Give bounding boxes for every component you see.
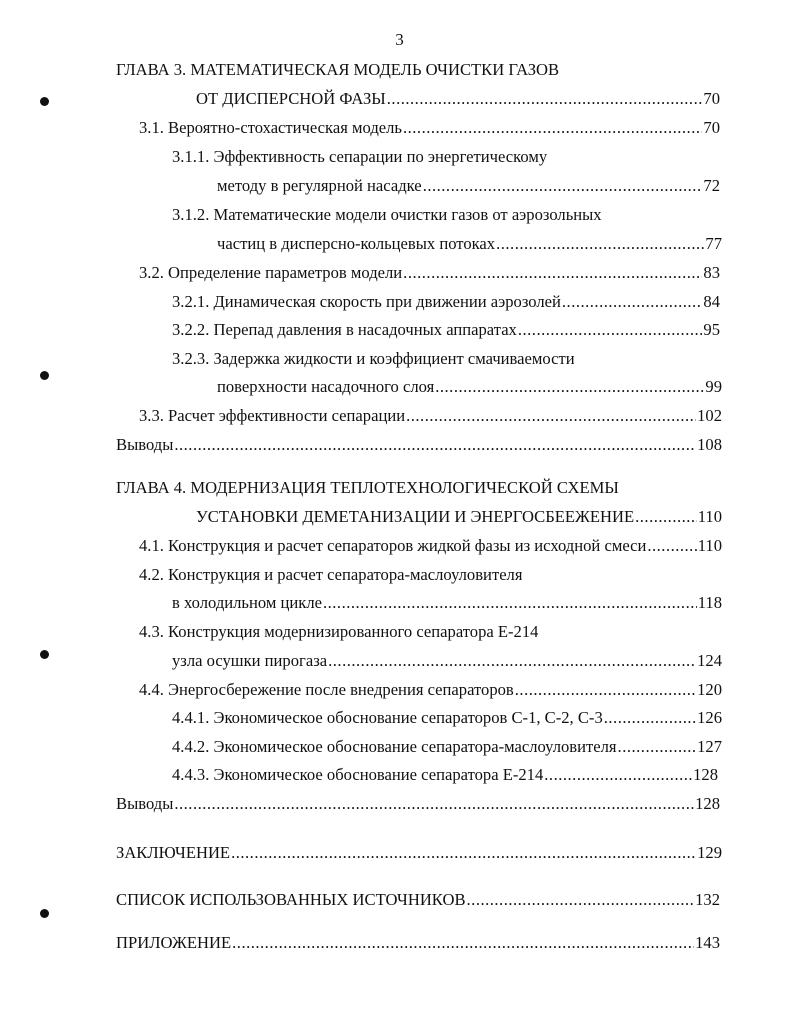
toc-entry-3-3[interactable] <box>139 406 722 426</box>
toc-entry-4-4[interactable] <box>139 680 722 700</box>
toc-entry-chapter-3[interactable] <box>196 89 720 109</box>
toc-entry-title: Выводы <box>116 435 174 454</box>
toc-entry-3-1-2[interactable] <box>217 234 722 254</box>
toc-entry-title: методу в регулярной насадке <box>217 176 422 195</box>
toc-entry-3-2-3-line1: 3.2.3. Задержка жидкости и коэффициент смачиваемости <box>172 349 575 368</box>
toc-entry-4-2-line1: 4.2. Конструкция и расчет сепаратора-маслоуловителя <box>139 565 523 584</box>
toc-entry-title: ЗАКЛЮЧЕНИЕ <box>116 843 231 862</box>
toc-entry-title: 3.2. Определение параметров модели <box>139 263 403 282</box>
toc-entry-title: частиц в дисперсно-кольцевых потоках <box>217 234 496 253</box>
toc-entry-title: 3.2.1. Динамическая скорость при движении аэрозолей <box>172 292 561 311</box>
toc-entry-chapter-4[interactable] <box>196 507 722 527</box>
toc-entry-page: 70 <box>703 118 720 137</box>
toc-entry-page: 70 <box>703 89 720 108</box>
toc-entry-page: 83 <box>703 263 720 282</box>
binder-hole <box>40 371 49 380</box>
toc-entry-3-2-1[interactable] <box>172 292 720 312</box>
toc-entry-title: поверхности насадочного слоя <box>217 377 435 396</box>
toc-entry-title: в холодильном цикле <box>172 593 322 612</box>
toc-entry-4-2[interactable] <box>172 593 722 613</box>
toc-entry-title: 4.4.2. Экономическое обоснование сепаратора-маслоуловителя <box>172 737 617 756</box>
toc-entry-title: 4.4.3. Экономическое обоснование сепаратора Е-214 <box>172 765 544 784</box>
toc-entry-page: 143 <box>695 933 720 952</box>
toc-entry-page: 110 <box>697 536 722 555</box>
toc-entry-3-1[interactable] <box>139 118 720 138</box>
toc-entry-appendix[interactable] <box>116 933 720 953</box>
toc-entry-title: 3.2.2. Перепад давления в насадочных аппаратах <box>172 320 517 339</box>
toc-entry-title: 3.3. Расчет эффективности сепарации <box>139 406 406 425</box>
binder-hole <box>40 650 49 659</box>
toc-entry-page: 128 <box>693 765 718 784</box>
toc-entry-page: 95 <box>703 320 720 339</box>
binder-hole <box>40 97 49 106</box>
toc-entry-title: УСТАНОВКИ ДЕМЕТАНИЗАЦИИ И ЭНЕРГОСБЕЕЖЕНИЕ <box>196 507 635 526</box>
toc-entry-4-4-1[interactable] <box>172 708 722 728</box>
page-number: 3 <box>395 30 404 49</box>
toc-entry-page: 72 <box>703 176 720 195</box>
toc-entry-title: 4.4. Энергосбережение после внедрения сепараторов <box>139 680 514 699</box>
toc-entry-page: 77 <box>705 234 722 253</box>
toc-entry-conclusions-3[interactable] <box>116 435 722 455</box>
toc-entry-title: Выводы <box>116 794 174 813</box>
toc-entry-conclusions-4[interactable] <box>116 794 720 814</box>
toc-entry-title: 4.1. Конструкция и расчет сепараторов жидкой фазы из исходной смеси <box>139 536 647 555</box>
toc-entry-title: 4.4.1. Экономическое обоснование сепараторов С-1, С-2, С-3 <box>172 708 603 727</box>
toc-entry-title: узла осушки пирогаза <box>172 651 328 670</box>
toc-entry-3-1-2-line1: 3.1.2. Математические модели очистки газов от аэрозольных <box>172 205 602 224</box>
toc-entry-3-1-1-line1: 3.1.1. Эффективность сепарации по энергетическому <box>172 147 548 166</box>
toc-entry-title: 3.1. Вероятно-стохастическая модель <box>139 118 402 137</box>
toc-entry-4-4-3[interactable] <box>172 765 718 785</box>
toc-entry-conclusion[interactable] <box>116 843 722 863</box>
toc-entry-page: 128 <box>695 794 720 813</box>
toc-entry-page: 110 <box>697 507 722 526</box>
toc-entry-3-2-3[interactable] <box>217 377 722 397</box>
toc-entry-title: ОТ ДИСПЕРСНОЙ ФАЗЫ <box>196 89 386 108</box>
toc-entry-3-2[interactable] <box>139 263 720 283</box>
toc-entry-references[interactable] <box>116 890 720 910</box>
toc-entry-page: 102 <box>697 406 722 425</box>
toc-entry-4-3[interactable] <box>172 651 722 671</box>
toc-entry-title: СПИСОК ИСПОЛЬЗОВАННЫХ ИСТОЧНИКОВ <box>116 890 466 909</box>
toc-entry-page: 108 <box>697 435 722 454</box>
toc-entry-4-3-line1: 4.3. Конструкция модернизированного сепаратора Е-214 <box>139 622 539 641</box>
binder-hole <box>40 909 49 918</box>
toc-chapter-4-title: ГЛАВА 4. МОДЕРНИЗАЦИЯ ТЕПЛОТЕХНОЛОГИЧЕСКОЙ СХЕМЫ <box>116 478 619 497</box>
toc-entry-page: 127 <box>697 737 722 756</box>
toc-entry-page: 118 <box>697 593 722 612</box>
toc-entry-page: 84 <box>703 292 720 311</box>
toc-entry-page: 124 <box>697 651 722 670</box>
toc-entry-4-4-2[interactable] <box>172 737 722 757</box>
toc-entry-page: 129 <box>697 843 722 862</box>
toc-chapter-3-title: ГЛАВА 3. МАТЕМАТИЧЕСКАЯ МОДЕЛЬ ОЧИСТКИ ГАЗОВ <box>116 60 560 79</box>
toc-entry-page: 99 <box>705 377 722 396</box>
toc-entry-4-1[interactable] <box>139 536 722 556</box>
toc-entry-3-2-2[interactable] <box>172 320 720 340</box>
toc-entry-3-1-1[interactable] <box>217 176 720 196</box>
toc-entry-title: ПРИЛОЖЕНИЕ <box>116 933 232 952</box>
toc-entry-page: 126 <box>697 708 722 727</box>
toc-entry-page: 132 <box>695 890 720 909</box>
toc-entry-page: 120 <box>697 680 722 699</box>
